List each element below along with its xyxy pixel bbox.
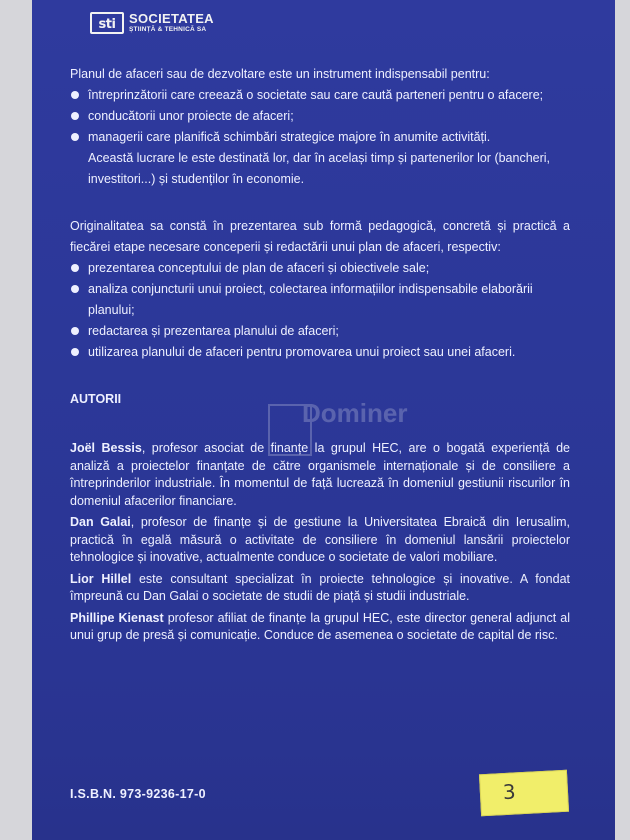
author-bio-text: profesor afiliat de finanțe la grupul HEC, este director general adjunct al unui grup de presă și comunicație. Conduce de asemenea o societate de capital de risc. — [70, 610, 570, 642]
list-item: prezentarea conceptului de plan de afaceri și obiectivele sale; — [70, 258, 570, 279]
author-bio — [70, 514, 570, 567]
list-item: întreprinzătorii care creează o societate sau care caută parteneri pentru o afacere; — [70, 85, 570, 106]
author-bio-text: , profesor de finanțe și de gestiune la Universitatea Ebraică din Ierusalim, practică în egală măsură o activitate de consiliere în domeniul lansării proiectelor tehnologice și inovative, actualmente conduce o societate de valori mobiliare. — [70, 515, 570, 564]
author-bio — [70, 440, 570, 510]
list-item: redactarea și prezentarea planului de afaceri; — [70, 321, 570, 342]
author-name: Lior Hillel — [70, 571, 132, 586]
back-cover — [32, 0, 615, 840]
author-bio-text: este consultant specializat în proiecte tehnologice și inovative. A fondat împreună cu Dan Galai o societate de studii de piață și studii industriale. — [70, 571, 571, 603]
author-bio — [70, 571, 570, 606]
list-item: managerii care planifică schimbări strategice majore în anumite activități. — [70, 127, 570, 148]
publisher-name-block — [129, 12, 214, 34]
isbn: I.S.B.N. 973-9236-17-0 — [70, 787, 206, 801]
author-name: Joël Bessis — [70, 441, 142, 455]
list-item: analiza conjuncturii unui proiect, colectarea informațiilor indispensabile elaborării planului; — [70, 279, 570, 321]
intro-list — [70, 85, 570, 148]
originality-lead: Originalitatea sa constă în prezentarea sub formă pedagogică, concretă și practică a fiecărei etape necesare conceperii și redactării unui plan de afaceri, respectiv: — [70, 219, 570, 254]
cover-text — [70, 64, 570, 649]
list-item: conducătorii unor proiecte de afaceri; — [70, 106, 570, 127]
publisher-logo — [90, 9, 214, 37]
originality-list — [70, 258, 570, 363]
intro-lead: Planul de afaceri sau de dezvoltare este un instrument indispensabil pentru: — [70, 67, 490, 81]
price-sticker-value: 3 — [502, 779, 517, 805]
author-name: Dan Galai — [70, 515, 131, 529]
author-bio — [70, 610, 570, 645]
author-bio-text: , profesor asociat de finanțe la grupul HEC, are o bogată experiență de analiză a proiectelor finanțate de către organismele internaționale și de consiliere a întreprinderilor industriale. În momentul de față lucrează în domeniul gestiunii riscurilor în domeniul afacerilor financiare. — [70, 441, 571, 508]
list-item: utilizarea planului de afaceri pentru promovarea unui proiect sau unei afaceri. — [70, 342, 570, 363]
price-sticker — [479, 770, 569, 817]
intro-continuation: Această lucrare le este destinată lor, dar în același timp și partenerilor lor (bancheri, investitori...) și studenților în economie. — [88, 151, 551, 186]
sti-logo-icon: sti — [90, 12, 124, 34]
author-name: Phillipe Kienast — [70, 610, 164, 625]
publisher-subtitle: ȘTIINȚĂ & TEHNICĂ SA — [129, 26, 207, 33]
authors-heading: AUTORII — [70, 392, 122, 406]
publisher-name: SOCIETATEA — [129, 11, 214, 26]
watermark-text: Dominer — [302, 398, 408, 428]
